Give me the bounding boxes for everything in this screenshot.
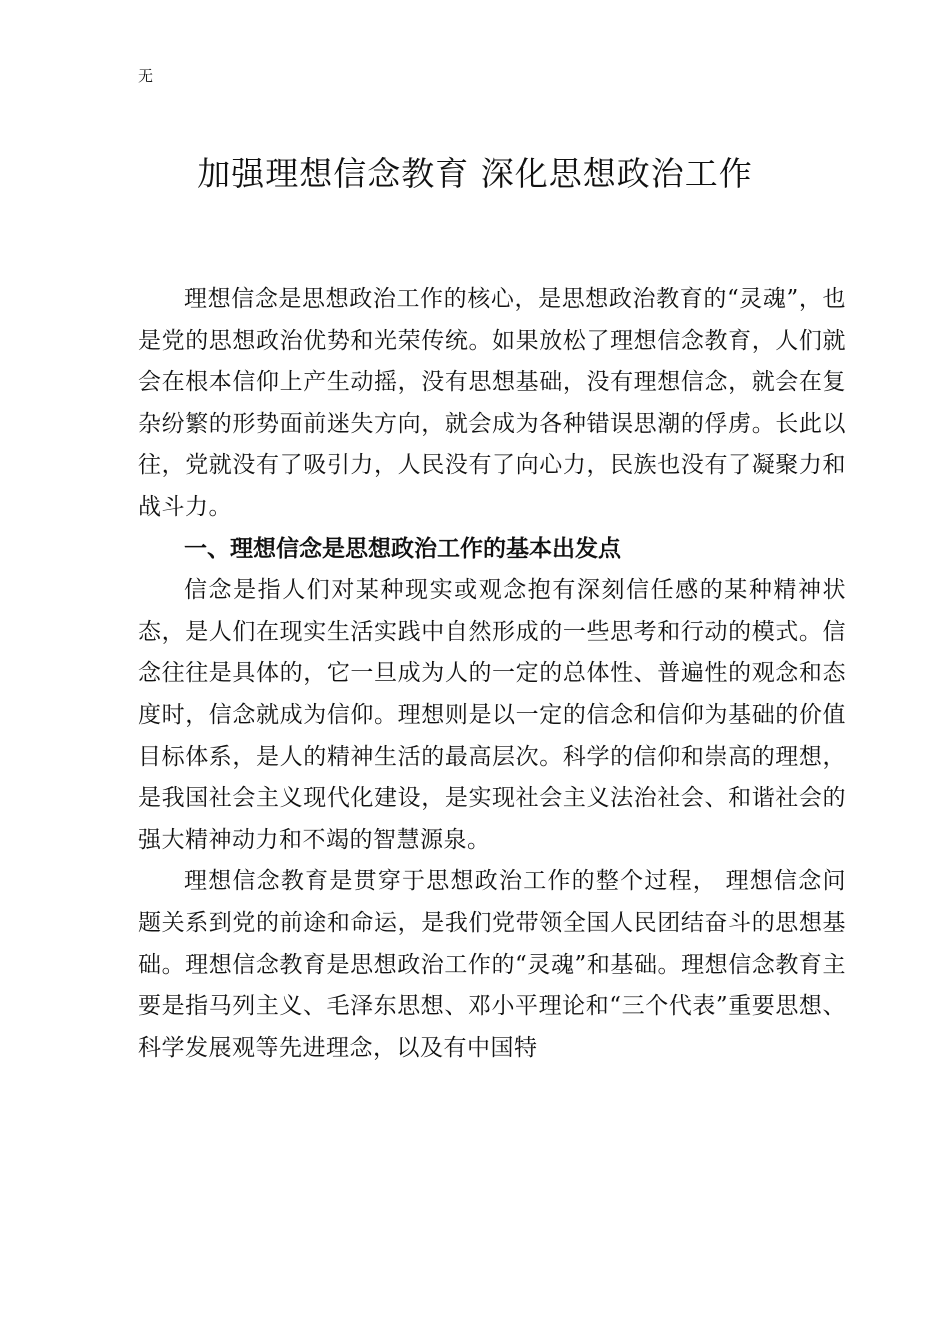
body-paragraph: 信念是指人们对某种现实或观念抱有深刻信任感的某种精神状态，是人们在现实生活实践中自然形成的一些思考和行动的模式。信念往往是具体的，它一旦成为人的一定的总体性、普遍性的观念和态度时，信念就成为信仰。理想则是以一定的信念和信仰为基础的价值目标体系，是人的精神生活的最高层次。科学的信仰和崇高的理想，是我国社会主义现代化建设，是实现社会主义法治社会、和谐社会的强大精神动力和不竭的智慧源泉。 [138,577,846,853]
intro-paragraph: 理想信念是思想政治工作的核心，是思想政治教育的“灵魂”，也是党的思想政治优势和光荣传统。如果放松了理想信念教育，人们就会在根本信仰上产生动摇，没有思想基础，没有理想信念，就会在复杂纷繁的形势面前迷失方向，就会成为各种错误思潮的俘虏。长此以往，党就没有了吸引力，人民没有了向心力，民族也没有了凝聚力和战斗力。 [138,286,846,520]
document-title: 加强理想信念教育 深化思想政治工作 [197,154,753,194]
document-body [138,279,846,1069]
header-mark: 无 [138,67,154,85]
section-heading: 一、理想信念是思想政治工作的基本出发点 [184,535,621,562]
body-paragraph: 理想信念教育是贯穿于思想政治工作的整个过程， 理想信念问题关系到党的前途和命运，是我们党带领全国人民团结奋斗的思想基础。理想信念教育是思想政治工作的“灵魂”和基础。理想信念教育主要是指马列主义、毛泽东思想、邓小平理论和“三个代表”重要思想、科学发展观等先进理念，以及有中国特 [138,868,846,1061]
